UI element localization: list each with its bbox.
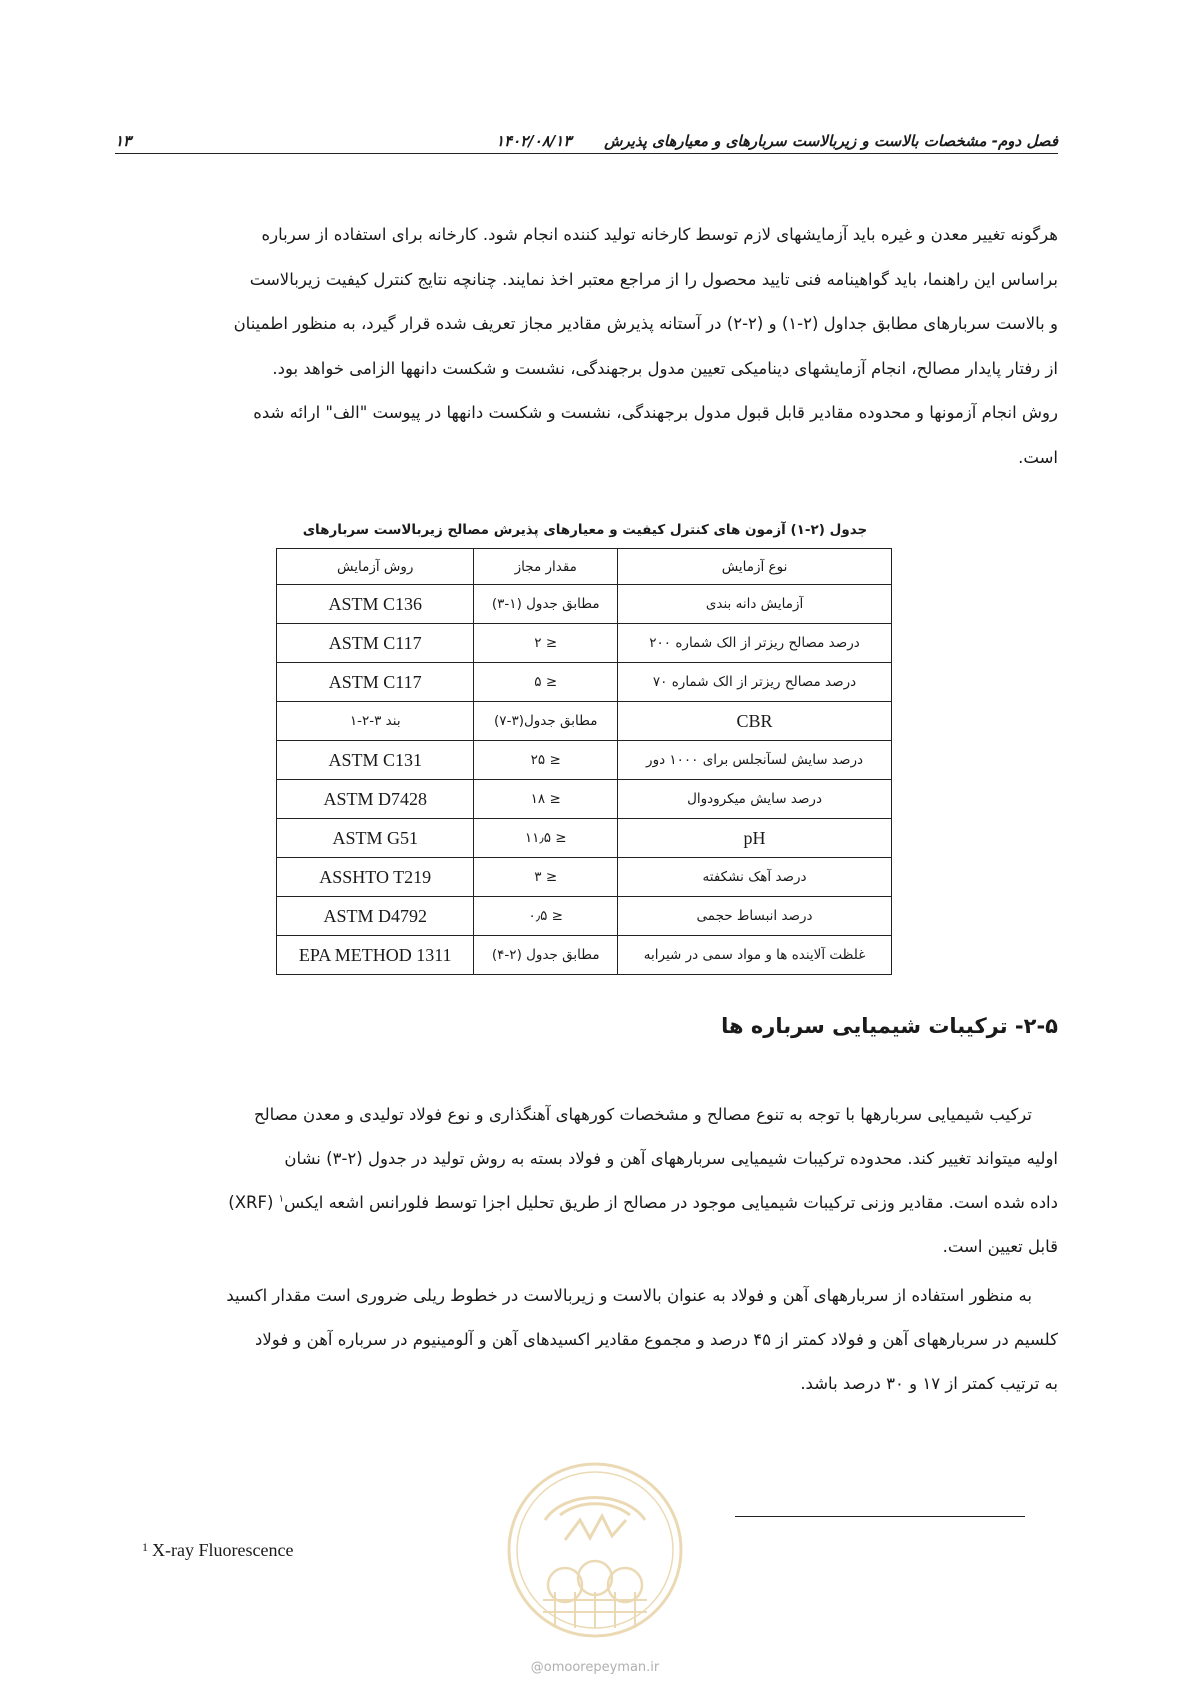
cell-allowed-value: مطابق جدول (۱-۳) bbox=[474, 585, 618, 624]
cell-test-method: ASTM D4792 bbox=[277, 897, 474, 936]
table-row bbox=[277, 585, 892, 624]
cell-test-method: ASTM C131 bbox=[277, 741, 474, 780]
paragraph-line: به منظور استفاده از سربارههای آهن و فولاد به عنوان بالاست و زیربالاست در خطوط ریلی ضروری است مقدار اکسید bbox=[226, 1286, 1032, 1305]
paragraph-line: ترکیب شیمیایی سربارهها با توجه به تنوع مصالح و مشخصات کورههای آهنگذاری و نوع فولاد تولیدی و معدن مصالح bbox=[253, 1105, 1032, 1124]
table-row bbox=[277, 780, 892, 819]
table-row bbox=[277, 819, 892, 858]
paragraph-line: براساس این راهنما، باید گواهینامه فنی تایید محصول را از مراجع معتبر اخذ نمایند. چنانچه نتایج کنترل کیفیت زیربالاست bbox=[249, 269, 1058, 289]
footnote-text: X-ray Fluorescence bbox=[152, 1540, 294, 1560]
paragraph-chemical-composition bbox=[115, 1093, 1058, 1269]
watermark-url: @omoorepeyman.ir bbox=[530, 1660, 660, 1675]
section-heading: ۲-۵- ترکیبات شیمیایی سرباره ها bbox=[721, 1014, 1058, 1038]
paragraph-line: قابل تعیین است. bbox=[942, 1237, 1058, 1256]
cell-test-method: ASTM G51 bbox=[277, 819, 474, 858]
xrf-abbreviation: (XRF) bbox=[228, 1193, 274, 1212]
paragraph-line: از رفتار پایدار مصالح، انجام آزمایشهای دینامیکی تعیین مدول برجهندگی، نشست و شکست دانهها الزامی خواهد بود. bbox=[272, 358, 1058, 378]
cell-test-type: CBR bbox=[618, 702, 892, 741]
paragraph-line-text: داده شده است. مقادیر وزنی ترکیبات شیمیایی موجود در مصالح از طریق تحلیل اجزا توسط فلورانس اشعه ایکس bbox=[284, 1193, 1058, 1212]
cell-test-type: pH bbox=[618, 819, 892, 858]
cell-allowed-value: مطابق جدول (۲-۴) bbox=[474, 936, 618, 975]
cell-test-type: غلظت آلاینده ها و مواد سمی در شیرابه bbox=[618, 936, 892, 975]
cell-test-method: ASTM C117 bbox=[277, 663, 474, 702]
cell-test-type: درصد سایش میکرودوال bbox=[618, 780, 892, 819]
header-date: ۱۴۰۲/۰۸/۱۳ bbox=[496, 132, 572, 150]
cell-allowed-value: ≤ ۱۱٫۵ bbox=[474, 819, 618, 858]
table-row bbox=[277, 897, 892, 936]
cell-allowed-value: ≤ ۲۵ bbox=[474, 741, 618, 780]
header-test-type: نوع آزمایش bbox=[618, 549, 892, 585]
footnote-mark: 1 bbox=[142, 1540, 148, 1554]
cell-test-type: درصد انبساط حجمی bbox=[618, 897, 892, 936]
cell-test-method: ASTM D7428 bbox=[277, 780, 474, 819]
cell-allowed-value: ≤ ۰٫۵ bbox=[474, 897, 618, 936]
publisher-seal-watermark bbox=[505, 1460, 685, 1640]
footnote-reference: ۱ bbox=[278, 1193, 285, 1205]
paragraph-intro bbox=[115, 213, 1058, 480]
table-row bbox=[277, 663, 892, 702]
paragraph-line: است. bbox=[1018, 447, 1058, 467]
cell-test-method: EPA METHOD 1311 bbox=[277, 936, 474, 975]
table-row bbox=[277, 936, 892, 975]
table-header-row bbox=[277, 549, 892, 585]
paragraph-line: و بالاست سربارهای مطابق جداول (۲-۱) و (۲-۲) در آستانه پذیرش مقادیر مجاز تعریف شده قرار گیرد، به منظور اطمینان bbox=[233, 314, 1058, 333]
paragraph-line: روش انجام آزمونها و محدوده مقادیر قابل قبول مدول برجهندگی، نشست و شکست دانهها در پیوست "الف" ارائه شده bbox=[253, 403, 1058, 422]
cell-allowed-value: ≤ ۱۸ bbox=[474, 780, 618, 819]
cell-test-method: ASTM C136 bbox=[277, 585, 474, 624]
paragraph-line: اولیه میتواند تغییر کند. محدوده ترکیبات شیمیایی سربارههای آهن و فولاد بسته به روش تولید در جدول (۲-۳) نشان bbox=[284, 1149, 1058, 1168]
cell-test-method: بند ۳-۲-۱ bbox=[277, 702, 474, 741]
cell-test-type: درصد سایش لسآنجلس برای ۱۰۰۰ دور bbox=[618, 741, 892, 780]
cell-allowed-value: ≤ ۲ bbox=[474, 624, 618, 663]
cell-allowed-value: ≤ ۵ bbox=[474, 663, 618, 702]
cell-allowed-value: ≤ ۳ bbox=[474, 858, 618, 897]
cell-test-type: درصد مصالح ریزتر از الک شماره ۲۰۰ bbox=[618, 624, 892, 663]
paragraph-line: هرگونه تغییر معدن و غیره باید آزمایشهای لازم توسط کارخانه تولید کننده انجام شود. کارخانه برای استفاده از سرباره bbox=[261, 225, 1058, 244]
table-row bbox=[277, 624, 892, 663]
paragraph-line: به ترتیب کمتر از ۱۷ و ۳۰ درصد باشد. bbox=[800, 1374, 1058, 1393]
cell-test-type: درصد مصالح ریزتر از الک شماره ۷۰ bbox=[618, 663, 892, 702]
table-row bbox=[277, 702, 892, 741]
quality-control-table bbox=[276, 548, 892, 975]
header-divider bbox=[115, 153, 1058, 154]
paragraph-line: کلسیم در سربارههای آهن و فولاد کمتر از ۴۵ درصد و مجموع مقادیر اکسیدهای آهن و آلومینیوم در سرباره آهن و فولاد bbox=[255, 1330, 1058, 1349]
footnote-divider bbox=[735, 1516, 1025, 1517]
cell-test-method: ASTM C117 bbox=[277, 624, 474, 663]
chapter-title: فصل دوم- مشخصات بالاست و زیربالاست سربارهای و معیارهای پذیرش bbox=[604, 132, 1058, 150]
table-row bbox=[277, 858, 892, 897]
cell-test-method: ASSHTO T219 bbox=[277, 858, 474, 897]
footnote bbox=[142, 1540, 293, 1561]
cell-test-type: آزمایش دانه بندی bbox=[618, 585, 892, 624]
table-row bbox=[277, 741, 892, 780]
cell-allowed-value: مطابق جدول(۳-۷) bbox=[474, 702, 618, 741]
header-allowed-value: مقدار مجاز bbox=[474, 549, 618, 585]
table-caption: جدول (۲-۱) آزمون های کنترل کیفیت و معیارهای پذیرش مصالح زیربالاست سربارهای bbox=[302, 522, 868, 538]
paragraph-oxide-limits bbox=[115, 1274, 1058, 1406]
header-test-method: روش آزمایش bbox=[277, 549, 474, 585]
paragraph-line bbox=[115, 1181, 1058, 1225]
page-number: ۱۳ bbox=[115, 132, 132, 150]
cell-test-type: درصد آهک نشکفته bbox=[618, 858, 892, 897]
